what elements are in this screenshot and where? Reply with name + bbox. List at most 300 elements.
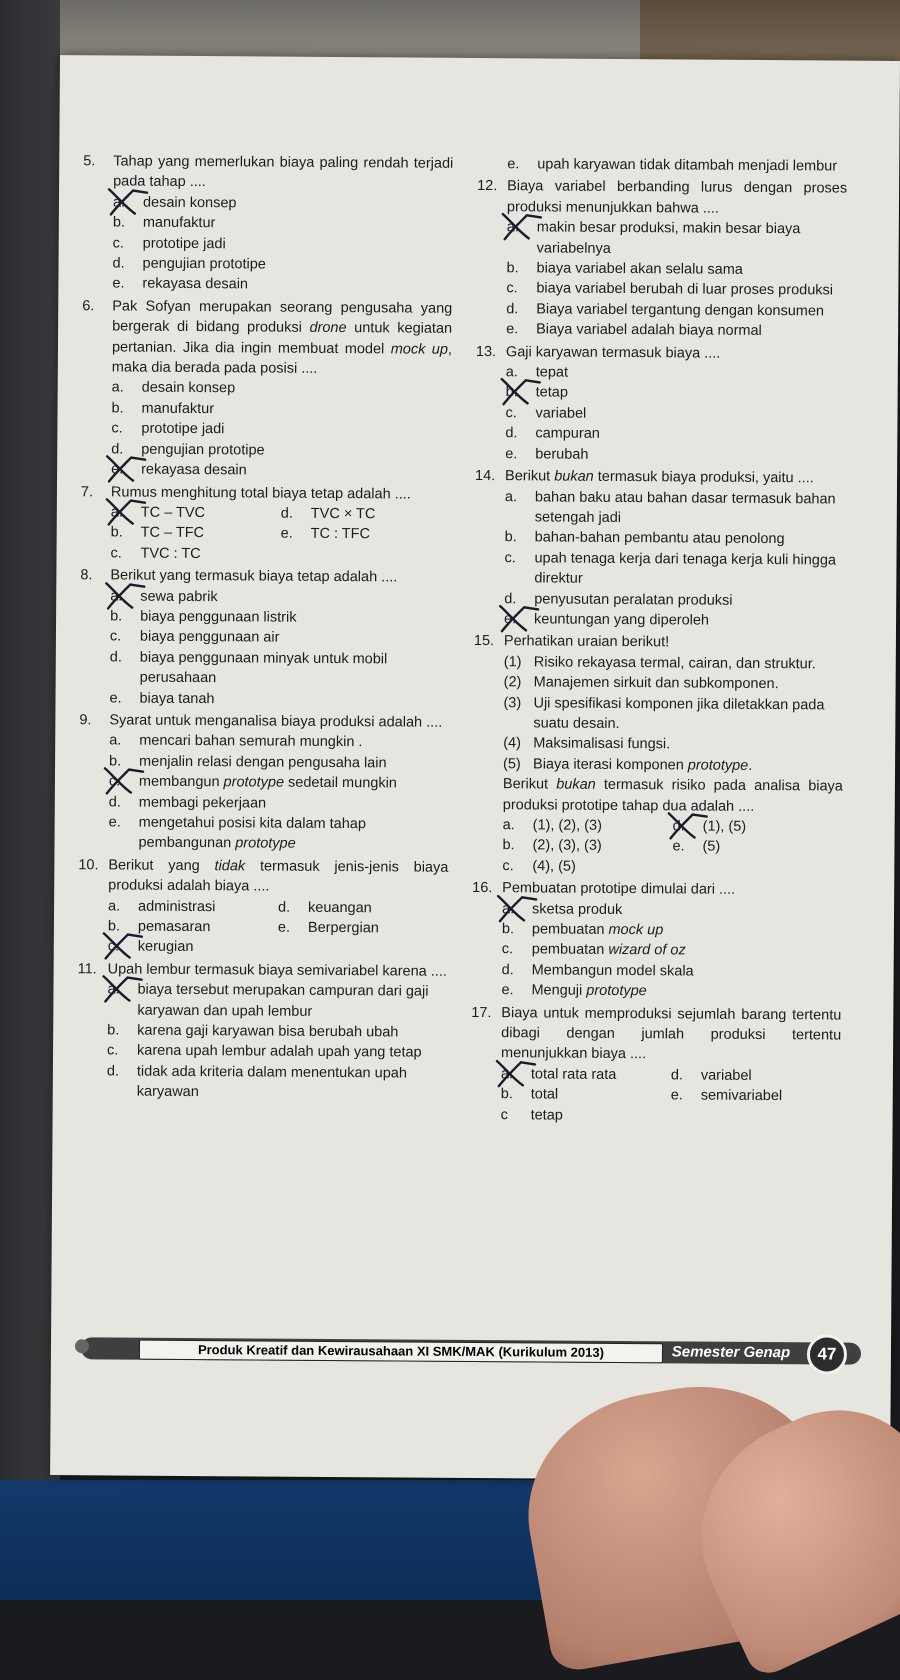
option-text: Biaya variabel adalah biaya normal xyxy=(536,321,762,340)
option-text: rekayasa desain xyxy=(142,276,249,293)
question xyxy=(474,466,845,632)
text-fragment: tidak xyxy=(214,857,246,875)
option-text: membagi pekerjaan xyxy=(138,794,267,812)
question-number: 12. xyxy=(477,178,498,195)
option-row xyxy=(108,937,448,960)
answer-option[interactable] xyxy=(109,751,449,774)
text-fragment: pembuatan xyxy=(531,941,609,959)
option-letter: d. xyxy=(501,962,514,979)
option-letter: d. xyxy=(672,818,685,835)
option-text: administrasi xyxy=(138,898,216,915)
text-fragment: Pak Sofyan merupakan seorang pengusaha yang bergerak di bidang produksi xyxy=(112,298,453,337)
option-text: variabel xyxy=(535,405,587,422)
option-text: kerugian xyxy=(137,939,194,956)
statement-number: (3) xyxy=(503,694,522,711)
answer-option[interactable] xyxy=(110,543,280,565)
option-text: manufaktur xyxy=(141,400,215,418)
question-text: Biaya variabel berbanding lurus dengan proses produksi menunjukkan bahwa .... xyxy=(506,178,848,217)
question-stem xyxy=(82,296,453,380)
option-letter: e. xyxy=(506,321,519,338)
question-number: 5. xyxy=(83,153,96,170)
option-letter: c. xyxy=(504,549,516,566)
answer-option[interactable] xyxy=(107,1041,447,1064)
answer-option[interactable] xyxy=(110,627,450,650)
answer-option[interactable] xyxy=(108,896,278,918)
question-text: Biaya untuk memproduksi sejumlah barang tertentu dibagi dengan jumlah produksi tertentu menunjukkan biaya .... xyxy=(500,1004,842,1063)
option-text: TC – TFC xyxy=(140,524,205,542)
option-text: prototipe jadi xyxy=(142,235,226,252)
option-list xyxy=(111,378,452,482)
option-letter: b. xyxy=(111,400,124,417)
text-fragment: sedetail mungkin xyxy=(283,774,397,792)
option-row xyxy=(108,896,448,919)
option-letter: e. xyxy=(280,525,293,543)
question-text: Perhatikan uraian berikut! xyxy=(503,633,670,651)
question-number: 7. xyxy=(80,483,94,500)
question-stem xyxy=(78,959,448,982)
option-text: prototipe jadi xyxy=(141,420,225,438)
answer-option[interactable] xyxy=(504,589,844,612)
option-row xyxy=(502,836,842,859)
answer-option[interactable] xyxy=(110,606,450,629)
option-letter: a. xyxy=(504,488,518,505)
option-letter: d. xyxy=(106,1063,120,1080)
statement-item xyxy=(504,672,844,695)
statement-text: Manajemen sirkuit dan subkomponen. xyxy=(533,674,779,693)
statement-item xyxy=(503,734,843,757)
answer-option[interactable] xyxy=(505,403,845,426)
option-text: makin besar produksi, makin besar biaya variabelnya xyxy=(536,219,801,257)
option-letter: e. xyxy=(112,275,125,292)
text-fragment: . xyxy=(748,757,753,774)
answer-option[interactable] xyxy=(111,439,451,462)
option-text: Biaya variabel tergantung dengan konsumen xyxy=(536,301,825,320)
answer-option[interactable] xyxy=(672,837,842,859)
option-text: keuangan xyxy=(308,899,372,916)
option-text: pengujian prototipe xyxy=(142,255,266,273)
answer-option[interactable] xyxy=(505,527,845,550)
question-continuation xyxy=(507,154,847,177)
answer-option[interactable] xyxy=(502,899,842,922)
answer-option[interactable] xyxy=(501,980,841,1003)
option-text: TVC × TC xyxy=(310,505,376,523)
question-text: Pembuatan prototipe dimulai dari .... xyxy=(502,880,736,899)
statement-number: (4) xyxy=(503,735,522,752)
question-number: 8. xyxy=(80,567,93,584)
option-text: TC : TFC xyxy=(310,526,371,543)
background-cloth xyxy=(0,1480,560,1600)
option-list xyxy=(108,896,448,960)
answer-option[interactable] xyxy=(501,1084,671,1106)
option-letter: b. xyxy=(505,384,518,401)
option-letter: d. xyxy=(112,255,125,272)
option-text: mencari bahan semurah mungkin . xyxy=(139,733,363,751)
answer-option[interactable] xyxy=(108,937,278,959)
answer-option[interactable] xyxy=(673,816,843,838)
text-fragment: prototype xyxy=(687,757,749,774)
option-text: total xyxy=(530,1086,559,1103)
option-text: keuntungan yang diperoleh xyxy=(534,611,710,629)
answer-option[interactable] xyxy=(503,815,673,837)
option-letter: b. xyxy=(500,1086,513,1103)
question xyxy=(77,959,448,1104)
option-letter: e. xyxy=(504,611,517,628)
statement-number: (5) xyxy=(503,755,521,773)
option-row xyxy=(501,1105,841,1128)
answer-option[interactable] xyxy=(108,916,278,938)
option-list xyxy=(110,502,450,566)
question-stem xyxy=(475,466,845,489)
text-fragment: Berikut xyxy=(505,468,555,485)
answer-option[interactable] xyxy=(506,299,846,322)
option-letter: c. xyxy=(108,773,121,790)
question-stem xyxy=(81,482,451,505)
option-text: desain konsep xyxy=(141,380,236,397)
option-text xyxy=(531,981,841,1004)
option-text: TVC : TC xyxy=(140,545,201,562)
option-letter: a. xyxy=(502,900,515,917)
question-text: Tahap yang memerlukan biaya paling rendah terjadi pada tahap .... xyxy=(113,153,454,191)
answer-option[interactable] xyxy=(506,362,846,385)
option-list xyxy=(502,815,842,879)
option-letter: a. xyxy=(500,1066,514,1083)
option-text: variabel xyxy=(700,1067,752,1084)
option-letter: b. xyxy=(109,753,122,770)
option-letter: b. xyxy=(501,921,515,938)
option-letter: b. xyxy=(107,1022,120,1039)
answer-option[interactable] xyxy=(502,919,842,942)
footer-dot xyxy=(75,1339,89,1353)
answer-option[interactable] xyxy=(504,548,844,591)
option-text: biaya penggunaan air xyxy=(139,628,280,646)
text-fragment: membangun xyxy=(138,773,224,791)
text-fragment: termasuk jenis-jenis biaya produksi adalah biaya .... xyxy=(108,858,449,895)
answer-option[interactable] xyxy=(111,398,451,421)
question xyxy=(79,565,450,710)
option-text: (2), (3), (3) xyxy=(532,837,602,855)
text-fragment: bukan xyxy=(556,776,596,794)
option-text: (5) xyxy=(702,838,721,856)
answer-option[interactable] xyxy=(107,1020,447,1043)
answer-option[interactable] xyxy=(107,980,447,1023)
left-column xyxy=(77,151,454,1106)
answer-option[interactable] xyxy=(505,423,845,446)
option-text: biaya tersebut merupakan campuran dari gaji karyawan dan upah lembur xyxy=(137,981,429,1020)
question-stem xyxy=(472,878,842,901)
option-row xyxy=(111,502,451,525)
option-letter: a. xyxy=(505,364,518,381)
option-text: karena gaji karyawan bisa berubah ubah xyxy=(137,1022,399,1041)
option-text: pemasaran xyxy=(137,918,211,936)
option-letter: b. xyxy=(502,837,515,854)
statement-number: (1) xyxy=(503,653,522,671)
option-letter: e. xyxy=(109,689,122,707)
option-letter: e. xyxy=(507,156,520,173)
option-letter: a. xyxy=(111,379,124,396)
page-number: 47 xyxy=(807,1334,847,1374)
option-row xyxy=(502,856,842,879)
question xyxy=(81,296,452,482)
question xyxy=(471,878,842,1003)
answer-option[interactable] xyxy=(112,274,452,297)
book-page xyxy=(50,55,900,1481)
option-text: total rata rata xyxy=(530,1066,617,1083)
answer-option[interactable] xyxy=(504,609,844,632)
option-text: karena upah lembur adalah upah yang tetap xyxy=(137,1043,422,1062)
option-text: biaya variabel berubah di luar proses produksi xyxy=(536,280,834,299)
question-stem xyxy=(474,631,844,654)
option-text: Berpergian xyxy=(307,919,379,937)
option-letter: e. xyxy=(108,814,121,831)
answer-option[interactable] xyxy=(671,1065,841,1087)
text-fragment: wizard of oz xyxy=(608,942,686,959)
answer-option[interactable] xyxy=(109,772,449,795)
answer-option[interactable] xyxy=(502,960,842,983)
option-letter: a. xyxy=(110,504,123,521)
answer-option[interactable] xyxy=(108,812,448,855)
option-text: (1), (2), (3) xyxy=(532,817,602,834)
text-fragment: pembuatan xyxy=(531,921,609,938)
option-letter: a. xyxy=(502,817,515,834)
question-number: 15. xyxy=(473,633,495,650)
text-fragment: untuk kegiatan pertanian. Jika dia ingin membuat model xyxy=(111,320,453,358)
text-fragment: mock up xyxy=(390,341,448,358)
option-letter: d. xyxy=(111,441,124,458)
footer-semester: Semester Genap xyxy=(671,1343,791,1362)
text-fragment: Berikut yang xyxy=(108,857,215,874)
question-text xyxy=(112,296,453,380)
option-letter: b. xyxy=(506,260,519,277)
footer-book-title: Produk Kreatif dan Kewirausahaan XI SMK/MAK (Kurikulum 2013) xyxy=(139,1340,663,1364)
option-text: semivariabel xyxy=(700,1087,783,1105)
question-stem xyxy=(79,710,449,733)
statement-text: Uji spesifikasi komponen jika diletakkan pada suatu desain. xyxy=(533,694,825,732)
option-row xyxy=(501,1064,841,1087)
option-letter: e. xyxy=(277,919,291,936)
option-list xyxy=(505,362,846,466)
option-text: rekayasa desain xyxy=(141,461,247,479)
option-text: (4), (5) xyxy=(532,858,576,875)
option-letter: d. xyxy=(506,301,519,318)
question xyxy=(472,631,844,878)
statement-text: Risiko rekayasa termal, cairan, dan struktur. xyxy=(533,654,816,673)
question-number: 6. xyxy=(82,298,95,315)
answer-option[interactable] xyxy=(505,487,845,530)
answer-option[interactable] xyxy=(501,1064,671,1086)
answer-option[interactable] xyxy=(501,1105,671,1127)
statement-list xyxy=(503,652,844,777)
option-letter: d. xyxy=(505,425,518,442)
answer-option[interactable] xyxy=(113,233,453,256)
text-fragment: drone xyxy=(309,320,347,337)
statement-item xyxy=(503,754,843,777)
text-fragment: termasuk biaya produksi, yaitu .... xyxy=(593,468,814,487)
option-text: menjalin relasi dengan pengusaha lain xyxy=(139,753,387,772)
option-letter: a. xyxy=(112,194,126,211)
option-list xyxy=(112,192,453,296)
question xyxy=(471,1003,842,1128)
answer-option[interactable] xyxy=(506,279,846,302)
answer-option[interactable] xyxy=(506,258,846,281)
option-letter: c. xyxy=(505,405,517,422)
option-list xyxy=(107,980,448,1105)
option-text: upah tenaga kerja dari tenaga kerja kuli hingga direktur xyxy=(534,550,837,587)
option-letter: c. xyxy=(110,545,122,562)
text-fragment: bukan xyxy=(554,468,594,485)
text-fragment: prototype xyxy=(235,835,296,853)
question-sub-stem xyxy=(503,774,843,817)
answer-option[interactable] xyxy=(113,213,453,236)
question xyxy=(78,855,449,960)
option-text: bahan-bahan pembantu atau penolong xyxy=(534,529,785,548)
option-letter: a. xyxy=(108,898,121,915)
option-letter: c xyxy=(500,1106,508,1123)
answer-option[interactable] xyxy=(111,502,281,524)
answer-option[interactable] xyxy=(109,731,449,754)
option-letter: b. xyxy=(110,608,123,625)
option-letter: b. xyxy=(110,524,123,541)
answer-option[interactable] xyxy=(281,524,451,546)
option-letter: a. xyxy=(109,732,122,749)
option-letter: c. xyxy=(502,857,514,875)
statement-number: (2) xyxy=(503,674,522,691)
option-list xyxy=(109,586,450,711)
question-number: 9. xyxy=(79,712,92,729)
option-letter: d. xyxy=(504,590,517,607)
option-letter: d. xyxy=(670,1067,684,1084)
option-letter: d. xyxy=(280,505,293,522)
question-text xyxy=(108,855,448,898)
question xyxy=(78,710,449,855)
option-text: biaya variabel akan selalu sama xyxy=(536,260,743,278)
option-letter: c. xyxy=(107,1042,119,1059)
option-text: penyusutan peralatan produksi xyxy=(534,590,733,609)
option-text xyxy=(139,772,449,795)
question-number: 14. xyxy=(475,468,496,485)
answer-option[interactable] xyxy=(107,1061,447,1104)
option-text: berubah xyxy=(535,446,589,463)
answer-option[interactable] xyxy=(502,836,672,858)
text-fragment: Menguji xyxy=(531,982,587,1000)
answer-option[interactable] xyxy=(110,647,450,690)
question xyxy=(476,176,847,342)
option-list xyxy=(501,899,842,1003)
option-letter: c. xyxy=(506,280,518,297)
answer-option[interactable] xyxy=(109,792,449,815)
statement-item xyxy=(504,652,844,675)
question-number: 11. xyxy=(77,961,97,978)
option-letter: d. xyxy=(109,649,122,666)
answer-option[interactable] xyxy=(112,378,452,401)
option-row xyxy=(110,543,450,566)
statement-item xyxy=(503,693,843,736)
statement-text xyxy=(533,754,843,777)
option-letter: a. xyxy=(110,587,123,605)
question-stem xyxy=(471,1003,841,1067)
answer-option[interactable] xyxy=(278,918,448,940)
option-list xyxy=(504,487,845,632)
option-text: TC – TVC xyxy=(140,504,206,521)
text-fragment: , maka dia berada pada posisi .... xyxy=(111,341,453,377)
option-text: pengujian prototipe xyxy=(141,441,265,459)
question-number: 17. xyxy=(471,1004,492,1021)
answer-option[interactable] xyxy=(507,217,847,260)
option-letter: b. xyxy=(107,918,121,935)
question xyxy=(82,151,453,296)
question-number: 13. xyxy=(475,343,497,360)
text-fragment: prototype xyxy=(223,774,285,791)
option-text: desain konsep xyxy=(142,194,237,212)
option-text: biaya penggunaan listrik xyxy=(140,608,297,626)
option-letter: e. xyxy=(672,838,685,855)
question-stem xyxy=(80,565,450,588)
answer-option[interactable] xyxy=(505,444,845,467)
option-text xyxy=(532,919,842,942)
question-number: 16. xyxy=(472,880,493,897)
answer-option[interactable] xyxy=(111,523,281,545)
answer-option[interactable] xyxy=(278,897,448,919)
option-text: biaya tanah xyxy=(139,690,215,707)
option-text: (1), (5) xyxy=(702,818,747,835)
option-text: sewa pabrik xyxy=(140,588,218,605)
answer-option[interactable] xyxy=(506,383,846,406)
answer-option[interactable] xyxy=(671,1086,841,1108)
answer-option[interactable] xyxy=(507,154,847,177)
option-row xyxy=(501,1084,841,1107)
question-stem xyxy=(83,151,453,194)
option-letter: c. xyxy=(111,420,123,437)
option-list xyxy=(108,731,449,856)
answer-option[interactable] xyxy=(110,586,450,609)
question-text: Gaji karyawan termasuk biaya .... xyxy=(505,343,721,362)
option-letter: e. xyxy=(501,982,514,999)
option-text: tetap xyxy=(535,384,568,402)
option-text: manufaktur xyxy=(142,214,216,232)
option-list xyxy=(501,1064,841,1128)
answer-option[interactable] xyxy=(502,856,672,878)
answer-option[interactable] xyxy=(113,192,453,215)
answer-option[interactable] xyxy=(112,253,452,276)
option-text: bahan baku atau bahan dasar termasuk bahan setengah jadi xyxy=(534,488,836,526)
text-fragment: Berikut xyxy=(502,776,557,793)
answer-option[interactable] xyxy=(281,504,451,526)
option-letter: d. xyxy=(278,899,291,916)
answer-option[interactable] xyxy=(502,940,842,963)
answer-option[interactable] xyxy=(109,688,449,711)
text-fragment: mengetahui posisi kita dalam tahap pembangunan xyxy=(138,814,367,852)
question-text: Upah lembur termasuk biaya semivariabel karena .... xyxy=(107,961,447,980)
text-fragment: Biaya iterasi komponen xyxy=(533,756,688,774)
text-fragment: prototype xyxy=(586,983,647,1000)
answer-option[interactable] xyxy=(111,460,451,483)
option-letter: d. xyxy=(108,794,121,811)
option-text: upah karyawan tidak ditambah menjadi lembur xyxy=(537,156,838,175)
statement-text: Maksimalisasi fungsi. xyxy=(533,735,671,753)
option-letter: a. xyxy=(506,219,519,236)
option-list xyxy=(506,217,847,342)
option-letter: c. xyxy=(501,941,514,958)
option-letter: e. xyxy=(111,461,124,478)
option-letter: c. xyxy=(107,938,120,955)
answer-option[interactable] xyxy=(111,419,451,442)
option-letter: e. xyxy=(505,445,518,462)
right-column xyxy=(471,154,848,1130)
answer-option[interactable] xyxy=(506,319,846,342)
option-letter: b. xyxy=(504,529,517,546)
option-text: tidak ada kriteria dalam menentukan upah karyawan xyxy=(136,1063,407,1101)
option-row xyxy=(111,523,451,546)
option-letter: c. xyxy=(109,628,122,645)
